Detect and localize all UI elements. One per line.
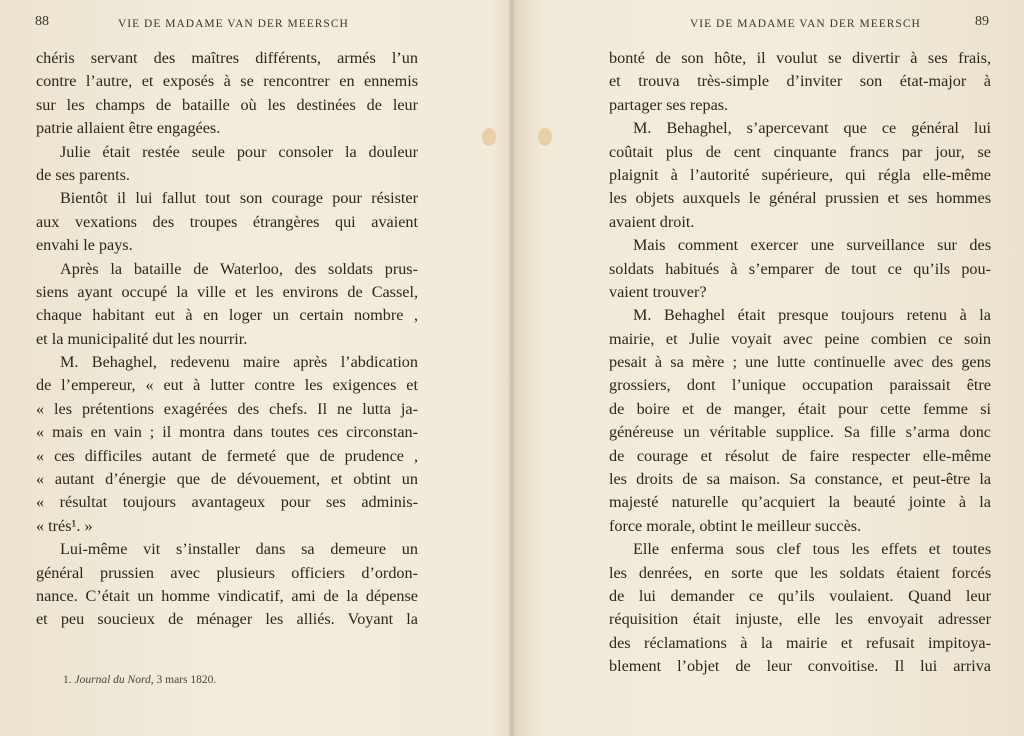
footnote (63, 674, 216, 686)
text-line: Bientôt il lui fallut tout son courage pour résister (60, 189, 418, 208)
text-line: de courage et résolut de faire respecter elle-même (609, 446, 991, 465)
page-number: 88 (35, 14, 49, 29)
text-line: « autant d’énergie que de dévouement, et obtint un (36, 470, 418, 489)
text-line: général prussien avec plusieurs officiers d’ordon- (36, 563, 418, 582)
text-line: Elle enferma sous clef tous les effets et toutes (633, 540, 991, 559)
text-line: blement l’objet de leur convoitise. Il lui arriva (609, 657, 991, 676)
text-line: avaient droit. (609, 212, 695, 231)
text-line: nance. C’était un homme vindicatif, ami de la dépense (36, 586, 418, 605)
text-line: les objets auxquels le général prussien et ses hommes (609, 189, 991, 208)
text-line: réquisition était injuste, elle les envoyait adresser (609, 610, 991, 629)
text-line: chéris servant des maîtres différents, armés l’un (36, 49, 418, 67)
text-line: Lui-même vit s’installer dans sa demeure un (60, 540, 418, 559)
running-head: VIE DE MADAME VAN DER MEERSCH (118, 18, 349, 30)
text-line: soldats habitués à s’emparer de tout ce qu’ils pou- (609, 259, 991, 278)
text-line: et trouva très-simple d’inviter son état-major à (609, 72, 991, 91)
text-line: Julie était restée seule pour consoler la douleur (60, 142, 418, 161)
text-line: généreuse un véritable supplice. Sa fille s’arma donc (609, 423, 991, 442)
text-line: M. Behaghel, s’apercevant que ce général lui (633, 119, 991, 138)
text-line: de lui demander ce qu’ils voulaient. Quand leur (609, 586, 991, 605)
text-line: « les prétentions exagérées des chefs. Il ne lutta ja- (36, 399, 418, 418)
text-line: M. Behaghel, redevenu maire après l’abdication (60, 353, 418, 372)
page-body (36, 47, 418, 632)
text-line: Mais comment exercer une surveillance sur des (633, 236, 991, 255)
text-line: et la municipalité dut les nourrir. (36, 329, 248, 348)
text-line: coûtait plus de cent cinquante francs par jour, se (609, 142, 991, 161)
footnote-date: , 3 mars 1820. (150, 674, 217, 686)
text-line: majesté naturelle qu’acquiert la beauté jointe à la (609, 493, 991, 512)
text-line: envahi le pays. (36, 236, 133, 255)
running-head: VIE DE MADAME VAN DER MEERSCH (690, 18, 921, 30)
text-line: de l’empereur, « eut à lutter contre les exigences et (36, 376, 418, 395)
text-line: force morale, obtint le meilleur succès. (609, 516, 862, 535)
page-number: 89 (975, 14, 989, 29)
footnote-number: 1. (63, 674, 72, 686)
text-line: bonté de son hôte, il voulut se divertir à ses frais, (609, 49, 991, 67)
text-line: M. Behaghel était presque toujours retenu à la (633, 306, 991, 325)
text-line: contre l’autre, et exposés à se rencontrer en ennemis (36, 72, 418, 91)
text-line: « ces difficiles autant de fermeté que de prudence , (36, 446, 418, 465)
text-line: « trés¹. » (36, 516, 93, 535)
text-line: mairie, et Julie voyait avec peine combien ce soin (609, 329, 991, 348)
text-line: plaignit à l’autorité supérieure, qui régla elle-même (609, 165, 991, 184)
text-line: de boire et de manger, était pour cette femme si (609, 399, 991, 418)
text-line: patrie allaient être engagées. (36, 119, 221, 138)
text-line: les denrées, en sorte que les soldats étaient forcés (609, 563, 991, 582)
text-line: vaient trouver? (609, 282, 707, 301)
text-line: grossiers, dont l’unique occupation paraissait être (609, 376, 991, 395)
text-line: aux vexations des troupes étrangères qui avaient (36, 212, 418, 231)
footnote-source: Journal du Nord (74, 674, 151, 686)
text-line: « résultat toujours avantageux pour ses adminis- (36, 493, 418, 512)
text-line: des réclamations à la mairie et refusait impitoya- (609, 633, 991, 652)
right-page (512, 0, 1024, 736)
text-line: pesait à sa mère ; une lutte continuelle avec des gens (609, 353, 991, 372)
text-line: chaque habitant eut à en loger un certain nombre , (36, 306, 418, 325)
text-line: partager ses repas. (609, 95, 729, 114)
text-line: les droits de sa maison. Sa constance, et peut-être la (609, 470, 991, 489)
text-line: et peu soucieux de ménager les alliés. Voyant la (36, 610, 418, 629)
text-line: siens ayant occupé la ville et les environs de Cassel, (36, 282, 418, 301)
text-line: Après la bataille de Waterloo, des soldats prus- (60, 259, 418, 278)
text-line: « mais en vain ; il montra dans toutes ces circonstan- (36, 423, 418, 442)
page-body (609, 47, 991, 679)
text-line: sur les champs de bataille où les destinées de leur (36, 95, 418, 114)
text-line: de ses parents. (36, 165, 130, 184)
